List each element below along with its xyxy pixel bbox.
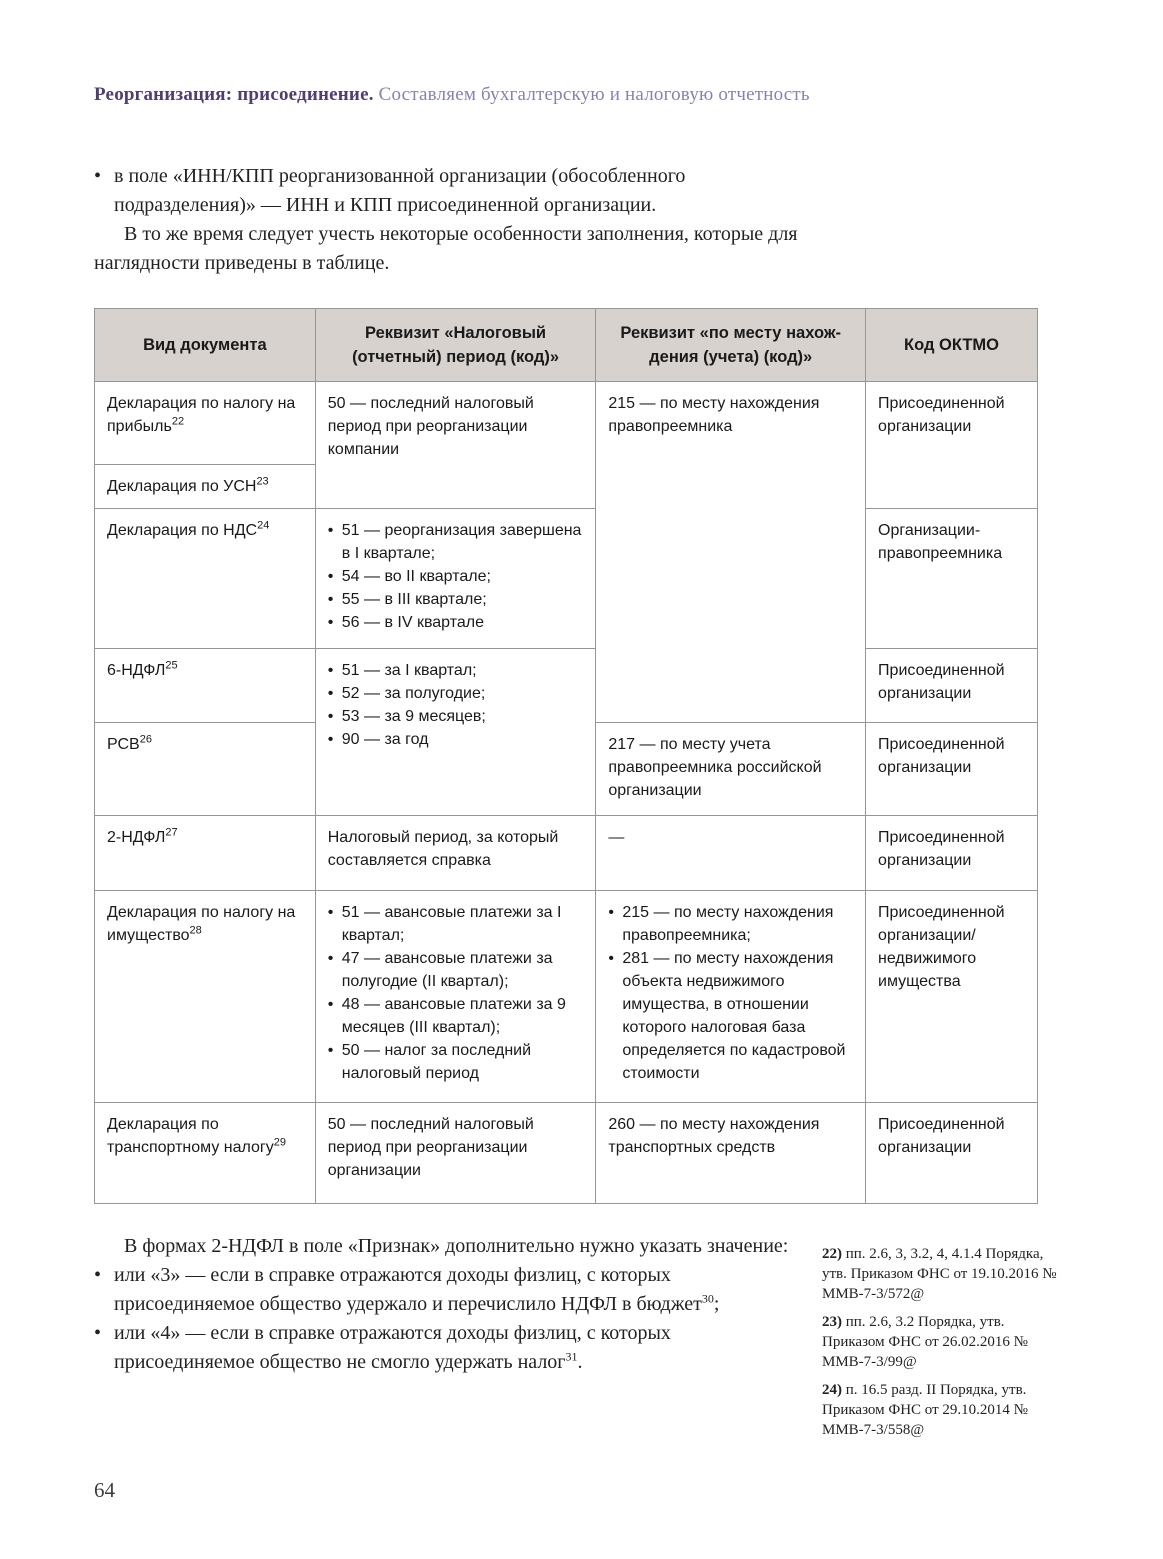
table-row [95,509,1038,649]
bullet-marker: • [327,708,334,725]
doc-name: Декларация по налогу на прибыль [107,395,296,435]
table-header-row [95,309,1038,382]
place-cell [596,723,866,816]
list-item: • 90 — за год [328,728,584,751]
oktmo-text: Присоединенной организации [878,736,1005,776]
footnotes-panel [822,1232,1060,1448]
list-item: • 51 — реорганизация завершена в I квартале; [328,519,584,565]
oktmo-text: Присоединенной организации/ недвижимого имущества [878,904,1005,990]
list-item: • 54 — во II квартале; [328,565,584,588]
list-item: • 48 — авансовые платежи за 9 месяцев (III квартал); [328,993,584,1039]
bullet-marker: • [327,904,334,921]
oktmo-text: Организации-правопреемника [878,522,1003,562]
bullet-marker: • [327,996,334,1013]
list-item: • 56 — в IV квартале [328,611,584,634]
list-item: • 51 — авансовые платежи за I квартал; [328,901,584,947]
oktmo-text: Присоединенной организации [878,662,1005,702]
list-item: • 51 — за I квартал; [328,659,584,682]
doc-name: Декларация по НДС [107,522,258,539]
list-item: • 281 — по месту нахождения объекта недвижимого имущества, в отношении которого налоговая база определяется по кадастровой стоимости [608,947,853,1085]
oktmo-cell [866,816,1038,891]
running-head [94,84,1163,106]
oktmo-cell [866,509,1038,649]
col-header-place-code: Реквизит «по месту нахождения (учета) (код)» [596,309,866,382]
bullet-marker: • [327,522,334,539]
place-cell [596,1103,866,1204]
page-number: 64 [94,1478,115,1502]
footnote [822,1380,1060,1440]
intro-paragraph: В то же время следует учесть некоторые особенности заполнения, которые для наглядности приведены в таблице. [94,223,798,274]
list-item: • 50 — налог за последний налоговый период [328,1039,584,1085]
period-cell [315,1103,596,1204]
oktmo-text: Присоединенной организации [878,1116,1005,1156]
oktmo-text: Присоединенной организации [878,395,1005,435]
footnote-number: 24) [822,1382,842,1398]
doc-name: Декларация по транспортному налогу [107,1116,274,1156]
list-item: • 47 — авансовые платежи за полугодие (II квартал); [328,947,584,993]
doc-name-cell [95,382,316,465]
note-bullet-item [94,1261,800,1319]
note-bullet-item [94,1319,800,1377]
footnote [822,1312,1060,1372]
col-header-tax-period: Реквизит «Налоговый (отчетный) период (код)» [315,309,596,382]
footnote-ref: 23 [256,475,269,488]
bullet-marker: • [327,568,334,585]
footnote-ref: 22 [171,415,185,428]
oktmo-cell [866,891,1038,1103]
footnote-ref: 27 [165,826,178,839]
after-table-text [94,1232,800,1448]
oktmo-cell [866,649,1038,723]
doc-name: 2-НДФЛ [107,829,166,846]
period-cell [315,382,596,509]
bullet-marker: • [327,662,334,679]
doc-name-cell [95,723,316,816]
bullet-marker: • [94,1322,102,1344]
footnote-text: пп. 2.6, 3.2 Порядка, утв. Приказом ФНС от 26.02.2016 № ММВ-7-3/99@ [822,1314,1028,1370]
bullet-marker: • [327,731,334,748]
note-bullet-text: или «4» — если в справке отражаются доходы физлиц, с которых присоединяемое общество не смогло удержать налог$^{31}$. [114,1322,671,1373]
place-text: 217 — по месту учета правопреемника российской организации [608,736,822,799]
footnote-text: п. 16.5 разд. II Порядка, утв. Приказом ФНС от 29.10.2014 № ММВ-7-3/558@ [822,1382,1028,1438]
documents-table [94,308,1038,1204]
doc-name: РСВ [107,736,140,753]
bullet-marker: • [327,685,334,702]
note-bullet-text: или «3» — если в справке отражаются доходы физлиц, с которых присоединяемое общество удержало и перечислило НДФЛ в бюджет$^{30}$; [114,1264,720,1315]
footnote-ref: 28 [189,924,202,937]
period-cell [315,891,596,1103]
doc-name-cell [95,649,316,723]
bullet-marker: • [327,1042,334,1059]
footnote-ref: 26 [139,733,152,746]
table-row [95,1103,1038,1204]
oktmo-cell [866,723,1038,816]
place-cell [596,382,866,723]
doc-name-cell [95,816,316,891]
place-cell [596,816,866,891]
footnote-number: 23) [822,1314,842,1330]
place-cell [596,891,866,1103]
doc-name-cell [95,891,316,1103]
list-item: • 53 — за 9 месяцев; [328,705,584,728]
footnote-ref: 24 [257,519,270,532]
doc-name: Декларация по налогу на имущество [107,904,296,944]
bullet-marker: • [608,904,614,921]
table-row [95,816,1038,891]
intro-section [94,162,800,278]
footnote-text: пп. 2.6, 3, 3.2, 4, 4.1.4 Порядка, утв. Приказом ФНС от 19.10.2016 № ММВ-7-3/572@ [822,1246,1057,1302]
table-row [95,382,1038,465]
bullet-marker: • [327,950,334,967]
oktmo-cell [866,382,1038,509]
footnote-ref: 30 [701,1291,714,1306]
footnote-number: 22) [822,1246,842,1262]
footnote-ref: 25 [165,659,178,672]
bottom-section [94,1232,1060,1448]
intro-bullet-item [94,162,800,220]
footnote [822,1244,1060,1304]
doc-name: Декларация по УСН [107,478,257,495]
footnote-ref: 29 [273,1136,286,1149]
running-head-title: Реорганизация: присоединение. [94,84,374,105]
list-item: • 55 — в III квартале; [328,588,584,611]
doc-name-cell [95,509,316,649]
bullet-marker: • [94,1264,102,1286]
col-header-oktmo: Код ОКТМО [866,309,1038,382]
period-cell [315,509,596,649]
running-head-subtitle: Составляем бухгалтерскую и налоговую отчетность [373,84,810,105]
period-cell [315,816,596,891]
doc-name-cell [95,1103,316,1204]
list-item: • 52 — за полугодие; [328,682,584,705]
col-header-document-type: Вид документа [95,309,316,382]
doc-name: 6-НДФЛ [107,662,166,679]
list-item: • 215 — по месту нахождения правопреемника; [608,901,853,947]
table-row [95,891,1038,1103]
period-text: 50 — последний налоговый период при реорганизации компании [327,395,534,458]
table-row [95,649,1038,723]
oktmo-text: Присоединенной организации [878,829,1005,869]
place-text: 215 — по месту нахождения правопреемника [608,395,820,435]
bullet-marker: • [327,614,334,631]
after-table-paragraph: В формах 2-НДФЛ в поле «Признак» дополнительно нужно указать значение: [124,1235,789,1257]
bullet-marker: • [327,591,334,608]
bullet-marker: • [94,165,102,187]
doc-name-cell [95,465,316,509]
bullet-marker: • [608,950,614,967]
footnote-ref: 31 [565,1349,578,1364]
period-text: Налоговый период, за который составляется справка [327,829,559,869]
period-cell [315,649,596,816]
intro-bullet-text: в поле «ИНН/КПП реорганизованной организации (обособленного подразделения)» — ИНН и КПП присоединенной организации. [114,165,686,216]
place-text: — [608,829,625,846]
place-text: 260 — по месту нахождения транспортных средств [608,1116,820,1156]
oktmo-cell [866,1103,1038,1204]
period-text: 50 — последний налоговый период при реорганизации организации [327,1116,534,1179]
